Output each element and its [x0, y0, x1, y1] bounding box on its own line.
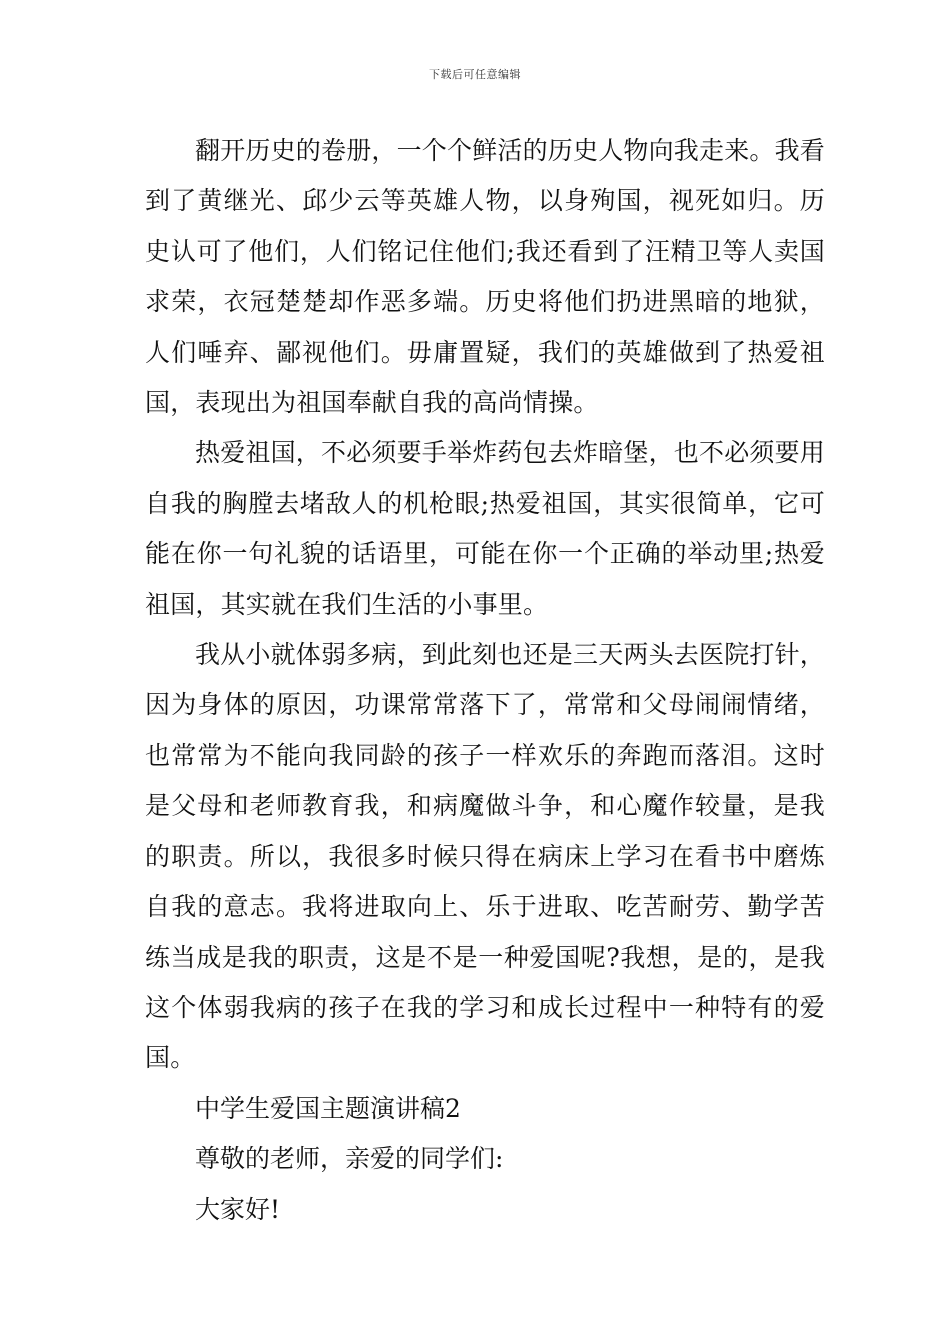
paragraph: 我从小就体弱多病，到此刻也还是三天两头去医院打针，因为身体的原因，功课常常落下了，常常和父母闹闹情绪，也常常为不能向我同龄的孩子一样欢乐的奔跑而落泪。这时是父母和老师教育我，和病魔做斗争，和心魔作较量，是我的职责。所以，我很多时候只得在病床上学习在看书中磨炼自我的意志。我将进取向上、乐于进取、吃苦耐劳、勤学苦练当成是我的职责，这是不是一种爱国呢?我想，是的，是我这个体弱我病的孩子在我的学习和成长过程中一种特有的爱国。: [145, 640, 826, 1073]
paragraph: 翻开历史的卷册，一个个鲜活的历史人物向我走来。我看到了黄继光、邱少云等英雄人物，以身殉国，视死如归。历史认可了他们，人们铭记住他们;我还看到了汪精卫等人卖国求荣，衣冠楚楚却作恶多端。历史将他们扔进黑暗的地狱，人们唾弃、鄙视他们。毋庸置疑，我们的英雄做到了热爱祖国，表现出为祖国奉献自我的高尚情操。: [145, 136, 826, 418]
salutation: 尊敬的老师，亲爱的同学们:: [195, 1144, 504, 1174]
greeting: 大家好!: [195, 1194, 281, 1224]
paragraph: 热爱祖国，不必须要手举炸药包去炸暗堡，也不必须要用自我的胸膛去堵敌人的机枪眼;热爱祖国，其实很简单，它可能在你一句礼貌的话语里，可能在你一个正确的举动里;热爱祖国，其实就在我们生活的小事里。: [145, 438, 826, 619]
speech-title: 中学生爱国主题演讲稿2: [195, 1093, 461, 1123]
header-note: 下载后可任意编辑: [429, 68, 521, 81]
document-body: [145, 126, 825, 1235]
